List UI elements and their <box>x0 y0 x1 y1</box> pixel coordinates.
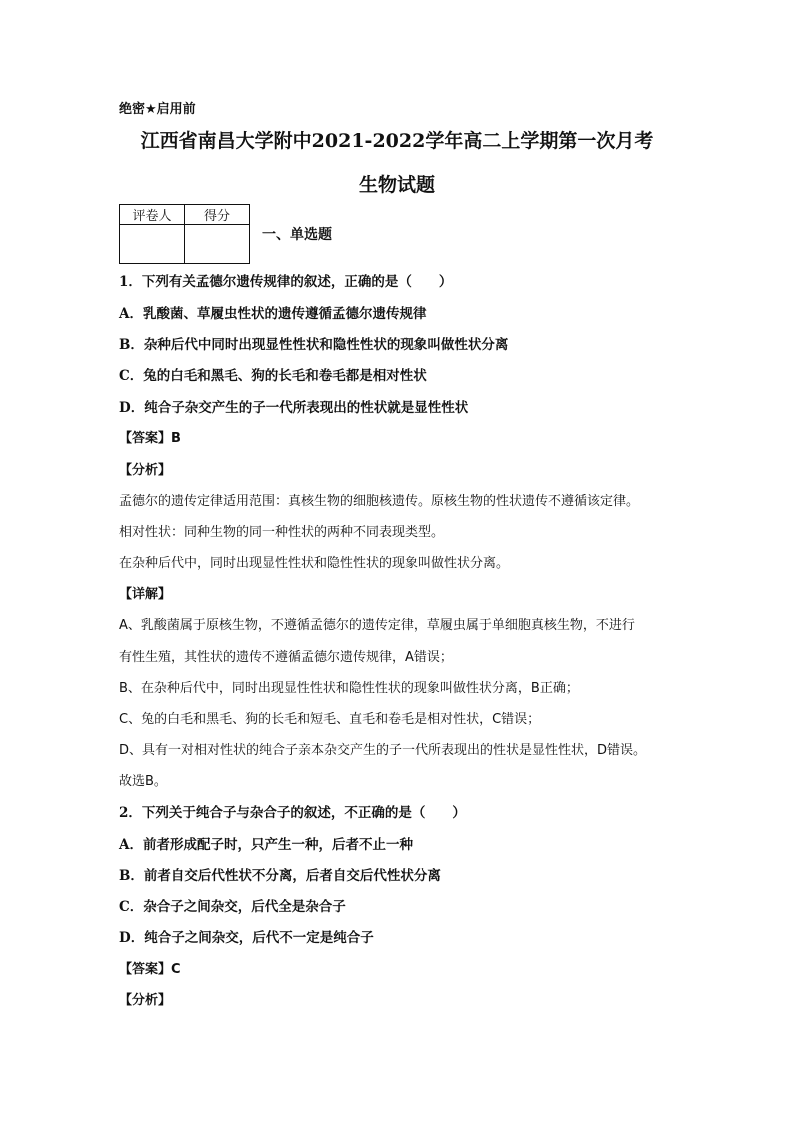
question-2-option-d: D．纯合子之间杂交，后代不一定是纯合子 <box>119 930 374 946</box>
question-2-stem: 2．下列关于纯合子与杂合子的叙述，不正确的是（ ） <box>119 805 466 821</box>
grader-score-table <box>119 204 250 264</box>
question-2-option-a: A．前者形成配子时，只产生一种，后者不止一种 <box>119 837 413 853</box>
grader-header: 评卷人 <box>120 205 185 225</box>
question-1-detail-line: A、乳酸菌属于原核生物，不遵循孟德尔的遗传定律，草履虫属于单细胞真核生物，不进行 <box>119 618 635 633</box>
question-1-analysis-line: 孟德尔的遗传定律适用范围：真核生物的细胞核遗传。原核生物的性状遗传不遵循该定律。 <box>119 494 640 509</box>
question-1-stem: 1．下列有关孟德尔遗传规律的叙述，正确的是（ ） <box>119 274 453 290</box>
question-2-analysis-label: 【分析】 <box>119 993 172 1008</box>
grader-cell <box>120 225 185 264</box>
exam-title: 江西省南昌大学附中2021-2022学年高二上学期第一次月考 <box>140 130 654 152</box>
question-2-answer: 【答案】C <box>119 962 181 977</box>
question-1-option-b: B．杂种后代中同时出现显性性状和隐性性状的现象叫做性状分离 <box>119 337 509 353</box>
question-1-analysis-line: 相对性状：同种生物的同一种性状的两种不同表现类型。 <box>119 525 445 540</box>
question-1-detail-line: 故选B。 <box>119 774 167 789</box>
score-header: 得分 <box>185 205 250 225</box>
exam-subtitle: 生物试题 <box>358 174 435 196</box>
question-1-option-d: D．纯合子杂交产生的子一代所表现出的性状就是显性性状 <box>119 400 469 416</box>
question-1-option-a: A．乳酸菌、草履虫性状的遗传遵循孟德尔遗传规律 <box>119 306 427 322</box>
section-title: 一、单选题 <box>262 227 332 243</box>
question-1-detail-label: 【详解】 <box>119 587 172 602</box>
question-2-option-c: C．杂合子之间杂交，后代全是杂合子 <box>119 899 346 915</box>
question-1-option-c: C．兔的白毛和黑毛、狗的长毛和卷毛都是相对性状 <box>119 368 427 384</box>
question-1-analysis-line: 在杂种后代中，同时出现显性性状和隐性性状的现象叫做性状分离。 <box>119 556 510 571</box>
question-1-detail-line: C、兔的白毛和黑毛、狗的长毛和短毛、直毛和卷毛是相对性状，C错误； <box>119 712 541 727</box>
question-2-option-b: B．前者自交后代性状不分离，后者自交后代性状分离 <box>119 868 441 884</box>
question-1-answer: 【答案】B <box>119 431 181 446</box>
confidential-label: 绝密★启用前 <box>119 102 196 117</box>
score-cell <box>185 225 250 264</box>
question-1-detail-line: B、在杂种后代中，同时出现显性性状和隐性性状的现象叫做性状分离，B正确； <box>119 681 579 696</box>
question-1-detail-line: 有性生殖，其性状的遗传不遵循孟德尔遗传规律，A错误； <box>119 650 453 665</box>
question-1-analysis-label: 【分析】 <box>119 463 172 478</box>
question-1-detail-line: D、具有一对相对性状的纯合子亲本杂交产生的子一代所表现出的性状是显性性状，D错误。 <box>119 743 647 758</box>
